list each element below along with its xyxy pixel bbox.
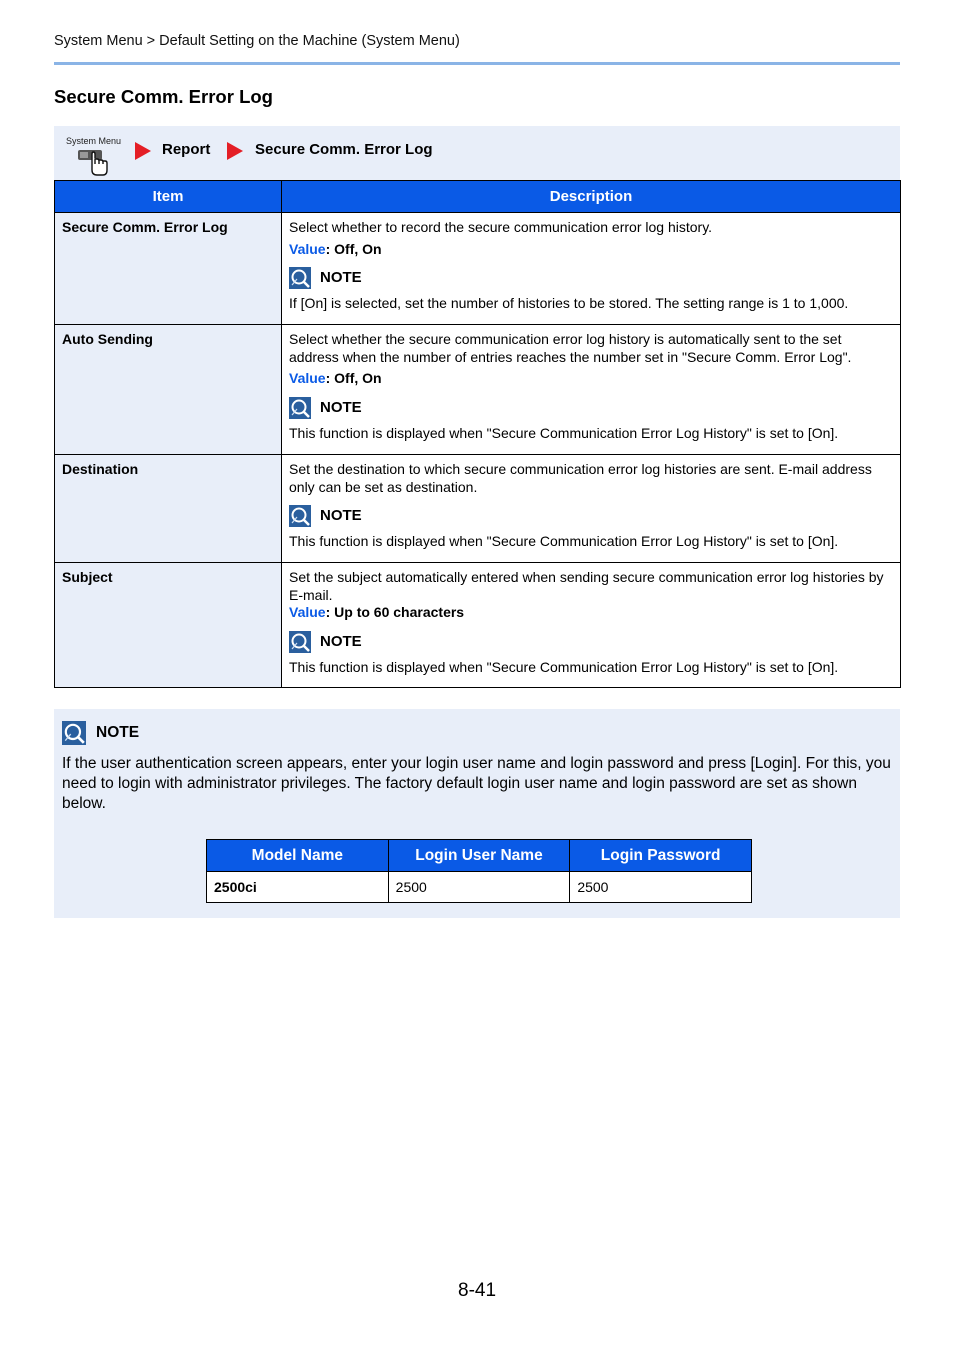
item-cell: Destination [55,455,282,563]
login-defaults-table [206,839,752,903]
model-name-cell: 2500ci [207,872,389,903]
note-icon [62,721,86,745]
item-cell: Auto Sending [55,325,282,455]
description-text: Set the destination to which secure communication error log histories are sent. E-mail address only can be set as destination. [289,461,872,495]
navigation-path [54,126,900,180]
description-text: Set the subject automatically entered when sending secure communication error log histories by E-mail. [289,569,884,603]
note-text: If the user authentication screen appears, enter your login user name and login password and press [Login]. For this, you need to login with administrator privileges. The factory default login user name and login password are set as shown below. [62,755,891,812]
value-line [289,370,892,388]
note-heading [289,267,892,289]
note-heading [289,631,892,653]
note-text: This function is displayed when "Secure Communication Error Log History" is set to [On]. [289,658,839,675]
note-label: NOTE [320,269,362,287]
note-text: This function is displayed when "Secure Communication Error Log History" is set to [On]. [289,533,839,549]
note-text: If [On] is selected, set the number of histories to be stored. The setting range is 1 to 1,000. [289,295,849,311]
column-header-item: Item [55,181,282,213]
value-text: : Off, On [325,240,382,257]
description-cell [282,455,901,563]
page-title: Secure Comm. Error Log [54,86,273,107]
nav-step-secure-comm-error-log: Secure Comm. Error Log [255,141,433,158]
nav-step-report: Report [162,141,211,158]
item-cell: Secure Comm. Error Log [55,213,282,325]
breadcrumb: System Menu > Default Setting on the Machine (System Menu) [54,33,460,49]
column-header-login-password: Login Password [570,840,752,872]
settings-table [54,180,901,688]
arrow-right-icon [135,142,151,160]
table-row [55,455,901,563]
note-icon [289,397,311,419]
value-text: : Off, On [325,370,382,386]
description-cell [282,213,901,325]
table-row [207,872,752,903]
value-text: : Up to 60 characters [325,604,465,620]
login-password-cell: 2500 [570,872,752,903]
login-user-name-cell: 2500 [388,872,570,903]
value-line [289,604,892,622]
login-note-box [54,709,900,918]
note-label: NOTE [320,398,362,416]
note-label: NOTE [96,724,140,741]
note-heading [289,397,892,419]
value-label: Value [289,604,326,620]
note-text: This function is displayed when "Secure Communication Error Log History" is set to [On]. [289,424,839,441]
note-heading [289,505,892,527]
table-row [55,213,901,325]
description-cell [282,563,901,688]
note-icon [289,267,311,289]
header-rule [54,62,900,65]
page-number: 8-41 [458,1280,497,1301]
value-line [289,241,892,259]
description-cell [282,325,901,455]
column-header-login-user-name: Login User Name [388,840,570,872]
column-header-description: Description [282,181,901,213]
description-text: Select whether the secure communication error log history is automatically sent to the set address when the number of entries reaches the number set in "Secure Comm. Error Log". [289,331,852,365]
value-label: Value [289,370,326,386]
column-header-model-name: Model Name [207,840,389,872]
description-text: Select whether to record the secure communication error log history. [289,219,713,235]
note-label: NOTE [320,507,362,525]
table-row [55,563,901,688]
item-cell: Subject [55,563,282,688]
table-row [55,325,901,455]
arrow-right-icon [227,142,243,160]
note-heading [62,721,139,745]
note-icon [289,631,311,653]
note-icon [289,505,311,527]
system-menu-key-icon [66,136,122,178]
system-menu-key-label: System Menu [66,136,122,146]
note-label: NOTE [320,632,362,650]
value-label: Value [289,240,326,257]
